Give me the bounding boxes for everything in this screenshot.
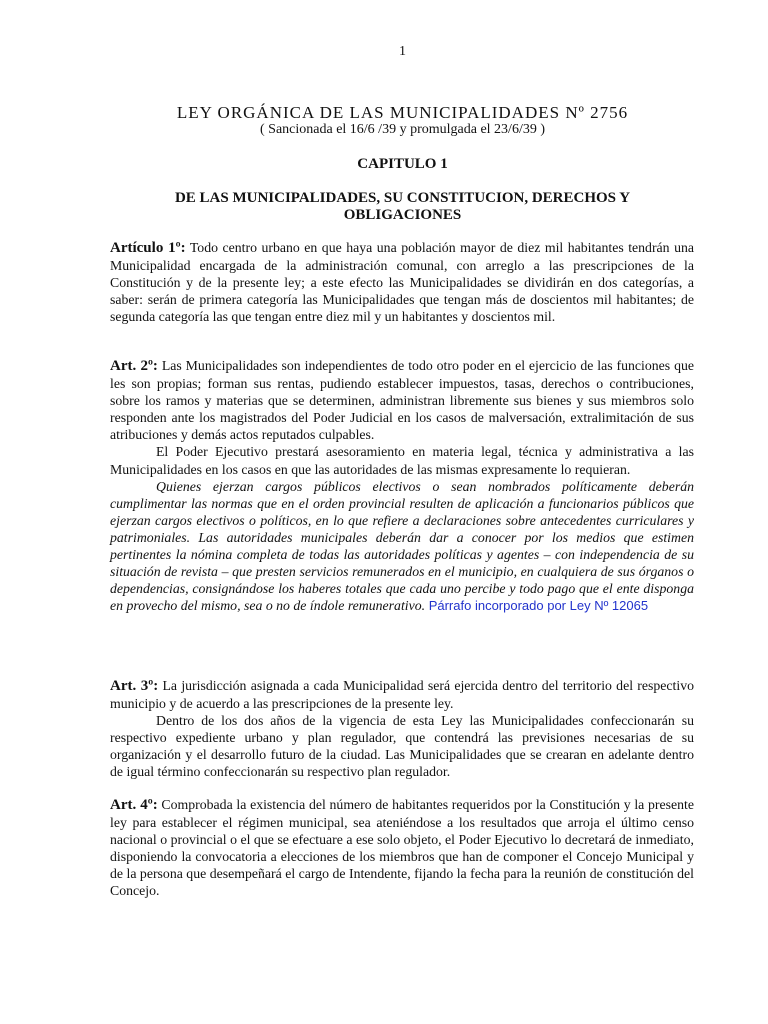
article-1 — [110, 239, 694, 325]
article-2-paragraph — [110, 357, 694, 443]
article-3-text: La jurisdicción asignada a cada Municipalidad será ejercida dentro del territorio del respectivo municipio y de acuerdo a las prescripciones de la presente ley. — [110, 678, 694, 712]
article-2-paragraph-3 — [110, 478, 694, 615]
amendment-note: Párrafo incorporado por Ley Nº 12065 — [425, 598, 649, 614]
article-2-label: Art. 2º: — [110, 358, 158, 374]
article-3-label: Art. 3º: — [110, 678, 159, 694]
article-1-paragraph — [110, 239, 694, 325]
law-title: LEY ORGÁNICA DE LAS MUNICIPALIDADES Nº 2756 — [176, 103, 629, 122]
article-2-text: Las Municipalidades son independientes de todo otro poder en el ejercicio de las funciones que les son propias; forman sus rentas, pudiendo establecer impuestos, tasas, derechos o contribuciones, sobre los ramos y materias que se determinen, administran libremente sus bienes y sus miembros solo responden ante los magistrados del Poder Judicial en los casos de malversación, extralimitación de sus atribuciones y demás actos reputados culpables. — [110, 358, 694, 443]
article-3-paragraph-2: Dentro de los dos años de la vigencia de esta Ley las Municipalidades confeccionarán su respectivo expediente urbano y plan regulador, que contendrá las previsiones necesarias de su organización y el desarrollo futuro de la ciudad. Las Municipalidades que se crearan en adelante dentro de igual término confeccionarán su respectivo plan regulador. — [110, 713, 694, 780]
article-4-text: Comprobada la existencia del número de habitantes requeridos por la Constitución y la presente ley para establecer el régimen municipal, sea ateniéndose a los resultados que arroja el último censo nacional o provincial o el que se efectuare a ese solo objeto, el Poder Ejecutivo lo decretará de inmediato, disponiendo la convocatoria a elecciones de los miembros que han de componer el Concejo Municipal y de la persona que desempeñará el cargo de Intendente, fijando la fecha para la reunión de constitución del Concejo. — [110, 797, 694, 899]
chapter-heading: CAPITULO 1 — [357, 156, 448, 172]
article-1-label: Artículo 1º: — [110, 240, 186, 256]
article-1-text: Todo centro urbano en que haya una población mayor de diez mil habitantes tendrán una Municipalidad encargada de la administración comunal, con arreglo a las prescripciones de la Constitución y de la presente ley; a este efecto las Municipalidades se dividirán en dos categorías, a saber: serán de primera categoría las Municipalidades que tengan más de doscientos mil habitantes; de segunda categoría las que tengan entre diez mil y un habitantes y doscientos mil. — [110, 240, 694, 325]
section-heading: DE LAS MUNICIPALIDADES, SU CONSTITUCION, DERECHOS Y OBLIGACIONES — [174, 190, 631, 223]
article-2-paragraph-3-text: Quienes ejerzan cargos públicos electivos o sean nombrados políticamente deberán cumplimentar las normas que en el orden provincial resulten de aplicación a funcionarios públicos que ejerzan cargos electivos o políticos, en lo que refiere a declaraciones sobre antecedentes curriculares y patrimoniales. Las autoridades municipales deberán dar a conocer por los medios que estimen pertinentes la nómina completa de todas las autoridades políticas y agentes – con independencia de su situación de revista – que presten servicios remunerados en el municipio, en cualquiera de sus órganos o dependencias, consignándose los haberes totales que cada uno percibe y todo pago que el ente disponga en provecho del mismo, sea o no de índole remunerativo. — [110, 478, 694, 614]
page-number: 1 — [399, 44, 406, 59]
article-4 — [110, 796, 694, 900]
article-2-paragraph-2: El Poder Ejecutivo prestará asesoramiento en materia legal, técnica y administrativa a las Municipalidades en los casos en que las autoridades de las mismas expresamente lo requieran. — [110, 444, 694, 477]
article-3-paragraph — [110, 677, 694, 712]
article-4-label: Art. 4º: — [110, 797, 158, 813]
article-2 — [110, 357, 694, 614]
article-4-paragraph — [110, 796, 694, 900]
article-3 — [110, 677, 694, 781]
law-subtitle: ( Sancionada el 16/6 /39 y promulgada el 23/6/39 ) — [260, 122, 545, 137]
